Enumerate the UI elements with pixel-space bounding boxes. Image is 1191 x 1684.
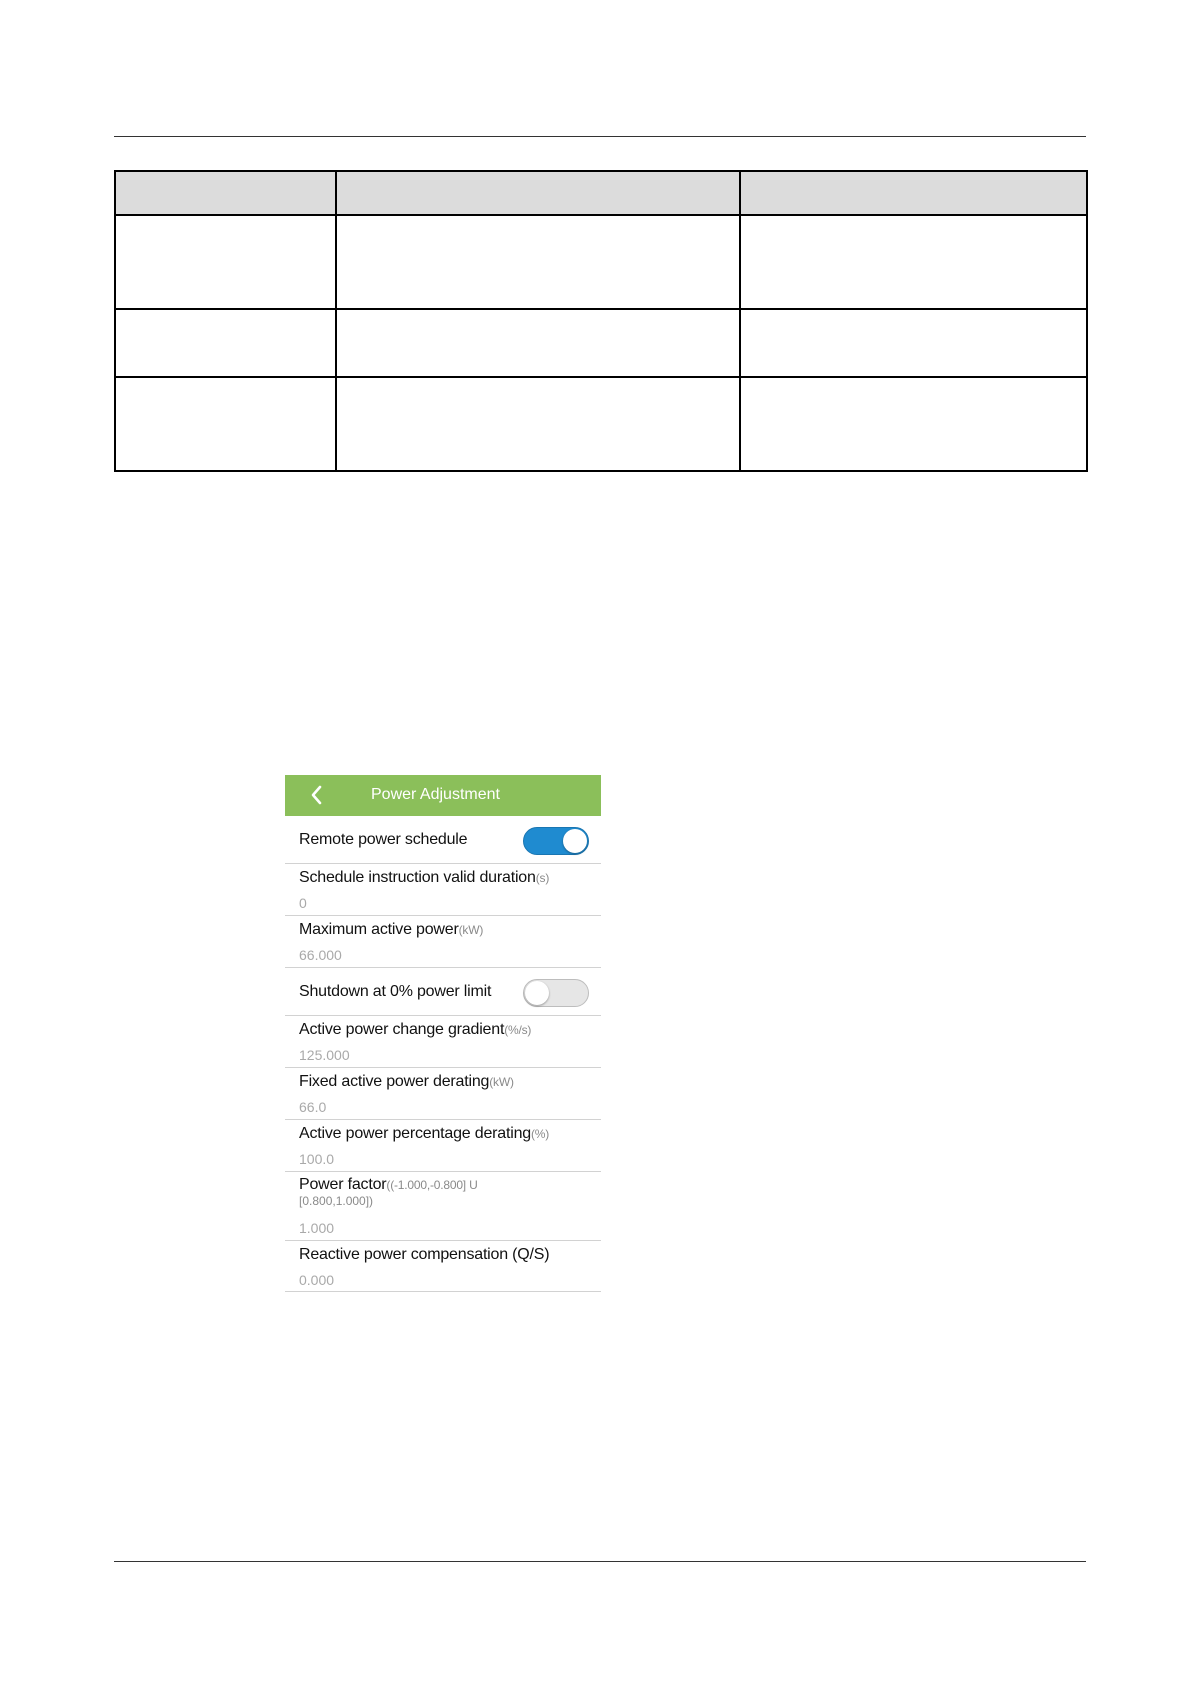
toggle-knob bbox=[525, 981, 549, 1005]
field-value: 66.000 bbox=[299, 947, 342, 963]
field-unit: (%) bbox=[530, 1127, 550, 1141]
active-power-gradient-field[interactable] bbox=[285, 1016, 601, 1068]
table-cell bbox=[740, 377, 1087, 471]
table-row bbox=[115, 377, 1087, 471]
field-unit-continued: [0.800,1.000]) bbox=[299, 1194, 374, 1208]
shutdown-zero-limit-label: Shutdown at 0% power limit bbox=[299, 983, 492, 1000]
field-label: Reactive power compensation (Q/S) bbox=[299, 1246, 550, 1263]
title-bar bbox=[285, 775, 601, 816]
remote-power-schedule-label: Remote power schedule bbox=[299, 831, 468, 848]
field-value: 0.000 bbox=[299, 1272, 335, 1288]
toggle-knob bbox=[563, 829, 587, 853]
table-header-row bbox=[115, 171, 1087, 215]
field-unit: (%/s) bbox=[504, 1023, 532, 1037]
table-cell bbox=[336, 309, 740, 377]
field-value: 125.000 bbox=[299, 1047, 350, 1063]
table-cell bbox=[740, 215, 1087, 309]
field-label: Power factor((-1.000,-0.800] U bbox=[299, 1176, 478, 1193]
field-value: 100.0 bbox=[299, 1151, 335, 1167]
table-cell bbox=[115, 309, 336, 377]
parameter-table bbox=[114, 170, 1088, 472]
table-header-cell bbox=[336, 171, 740, 215]
field-value: 0 bbox=[299, 895, 307, 911]
max-active-power-field[interactable] bbox=[285, 916, 601, 968]
fixed-active-derating-field[interactable] bbox=[285, 1068, 601, 1120]
field-value: 1.000 bbox=[299, 1220, 335, 1236]
field-unit: (kW) bbox=[489, 1075, 514, 1089]
shutdown-zero-limit-toggle[interactable] bbox=[523, 979, 589, 1007]
remote-power-schedule-toggle[interactable] bbox=[523, 827, 589, 855]
header-rule bbox=[114, 136, 1086, 137]
table-cell bbox=[115, 377, 336, 471]
table-header-cell bbox=[115, 171, 336, 215]
field-label: Schedule instruction valid duration(s) bbox=[299, 869, 550, 886]
table-cell bbox=[336, 377, 740, 471]
chevron-left-icon[interactable] bbox=[307, 783, 327, 807]
reactive-compensation-field[interactable] bbox=[285, 1241, 601, 1292]
table-row bbox=[115, 215, 1087, 309]
page-title: Power Adjustment bbox=[371, 786, 500, 803]
field-value: 66.0 bbox=[299, 1099, 327, 1115]
shutdown-zero-limit-row bbox=[285, 968, 601, 1016]
field-unit: ((-1.000,-0.800] U bbox=[386, 1178, 478, 1192]
table-cell bbox=[336, 215, 740, 309]
schedule-valid-duration-field[interactable] bbox=[285, 864, 601, 916]
field-unit: (s) bbox=[535, 871, 550, 885]
table-header-cell bbox=[740, 171, 1087, 215]
footer-rule bbox=[114, 1561, 1086, 1562]
field-label: Maximum active power(kW) bbox=[299, 921, 484, 938]
table-row bbox=[115, 309, 1087, 377]
table-cell bbox=[740, 309, 1087, 377]
power-factor-field[interactable] bbox=[285, 1172, 601, 1241]
field-label: Fixed active power derating(kW) bbox=[299, 1073, 514, 1090]
remote-power-schedule-row bbox=[285, 816, 601, 864]
table-cell bbox=[115, 215, 336, 309]
field-unit: (kW) bbox=[458, 923, 484, 937]
power-adjustment-screen bbox=[285, 775, 601, 1292]
field-label: Active power percentage derating(%) bbox=[299, 1125, 550, 1142]
field-label: Active power change gradient(%/s) bbox=[299, 1021, 532, 1038]
percentage-derating-field[interactable] bbox=[285, 1120, 601, 1172]
